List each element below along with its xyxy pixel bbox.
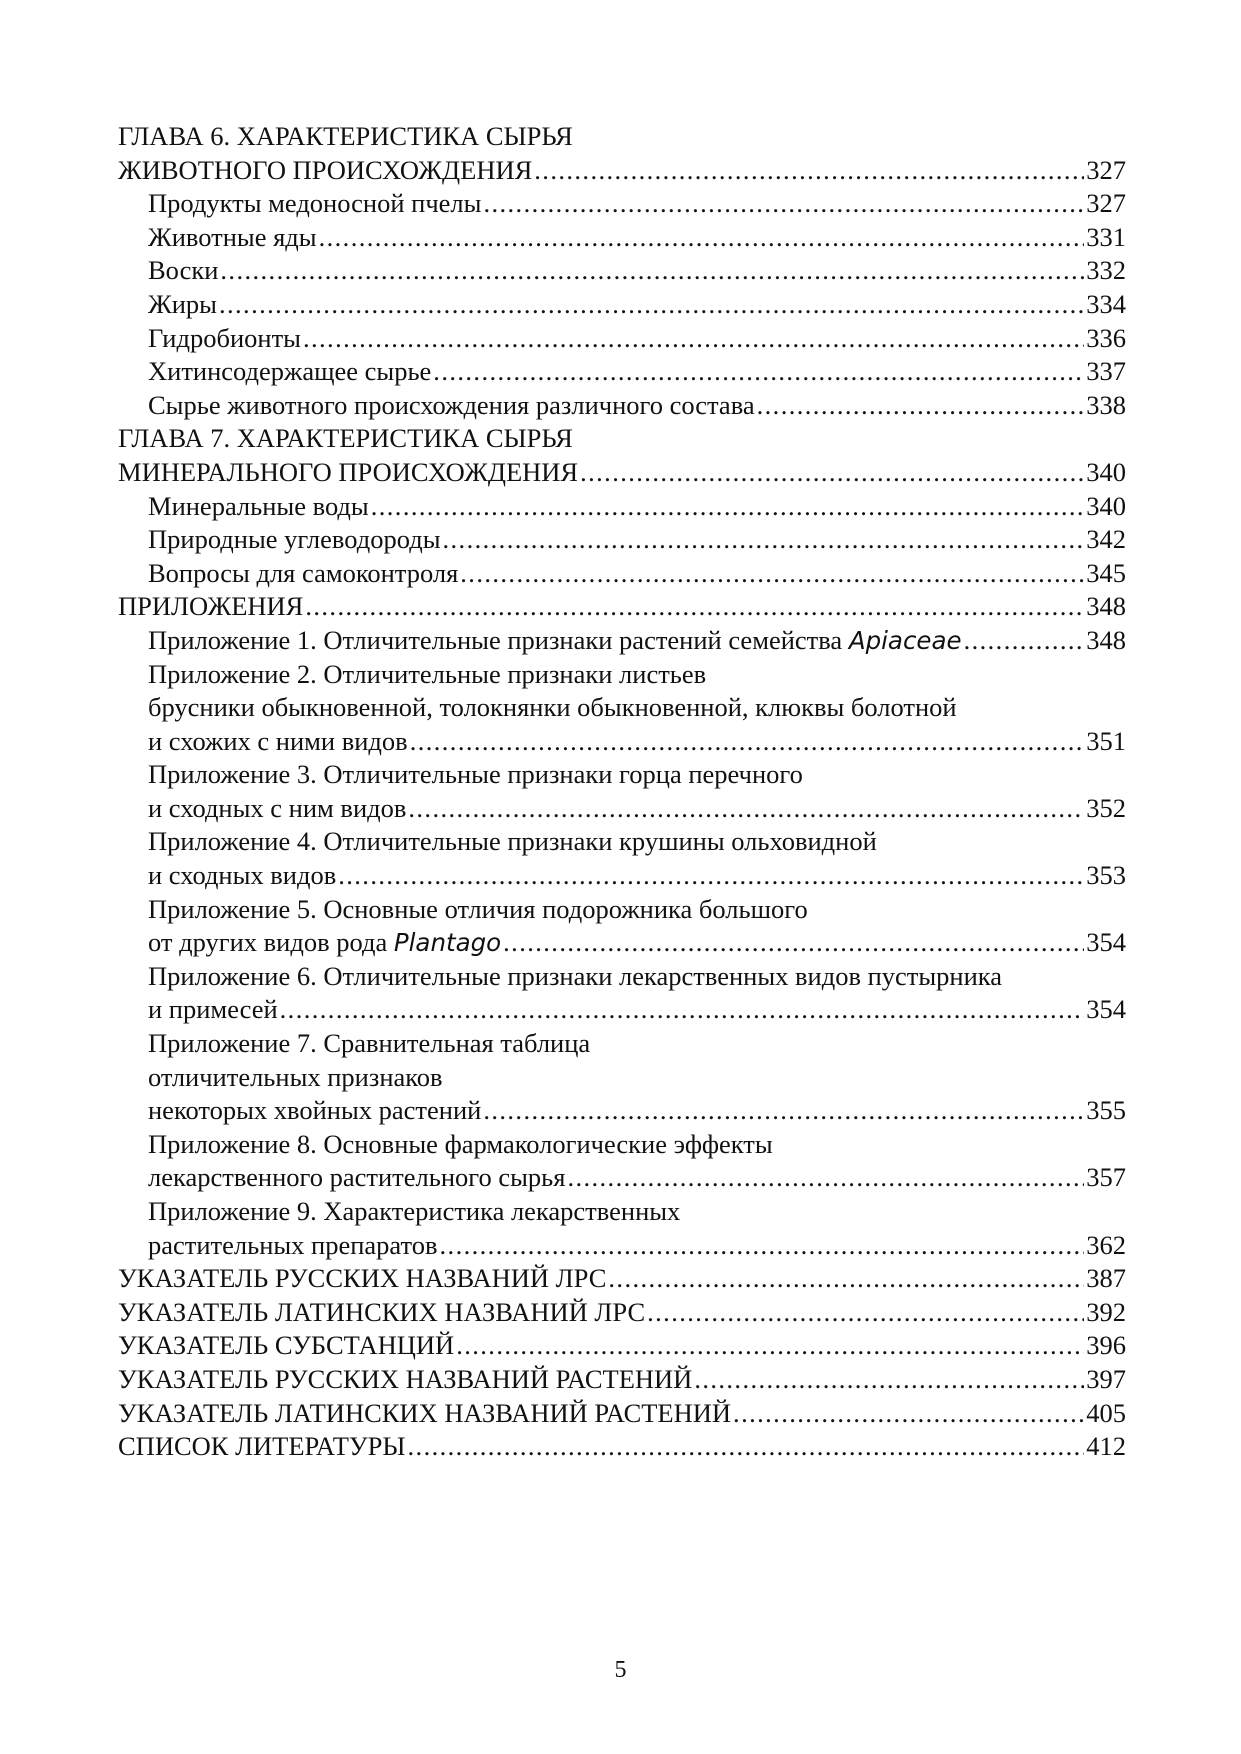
toc-entry[interactable] [118, 254, 1126, 288]
dot-leader [503, 926, 1084, 960]
toc-entry[interactable] [118, 288, 1126, 322]
toc-entry-title: Приложение 8. Основные фармакологические эффекты [148, 1128, 773, 1159]
toc-entry-title: от других видов рода Plantago [148, 927, 502, 958]
toc-entry-title: Приложение 4. Отличительные признаки крушины ольховидной [148, 826, 877, 857]
toc-entry-title: Приложение 2. Отличительные признаки листьев [148, 658, 707, 689]
dot-leader [443, 523, 1085, 557]
page-number: 5 [614, 1657, 627, 1683]
toc-page-number: 338 [1086, 389, 1126, 420]
toc-entry[interactable] [118, 187, 1126, 221]
toc-entry[interactable] [118, 523, 1126, 557]
toc-page-number: 336 [1086, 322, 1126, 353]
dot-leader [608, 1262, 1084, 1296]
toc-chapter-7-title-line1: ГЛАВА 7. ХАРАКТЕРИСТИКА СЫРЬЯ [118, 423, 573, 454]
toc-page-number: 405 [1086, 1397, 1126, 1428]
dot-leader [483, 1094, 1084, 1128]
dot-leader [440, 1229, 1085, 1263]
toc-entry-title: ЖИВОТНОГО ПРОИСХОЖДЕНИЯ [118, 154, 533, 185]
dot-leader [460, 557, 1084, 591]
toc-page-number: 334 [1086, 288, 1126, 319]
toc-page-number: 331 [1086, 221, 1126, 252]
toc-index-entry[interactable] [118, 1329, 1126, 1363]
toc-index-entry[interactable] [118, 1397, 1126, 1431]
dot-leader [647, 1296, 1084, 1330]
table-of-contents [118, 120, 1126, 1464]
toc-entry[interactable] [118, 322, 1126, 356]
toc-appendix-3[interactable] [118, 758, 1126, 825]
toc-entry[interactable] [118, 355, 1126, 389]
toc-page-number: 396 [1086, 1330, 1126, 1361]
toc-page-number: 352 [1086, 792, 1126, 823]
toc-appendix-9[interactable] [118, 1195, 1126, 1262]
toc-page-number: 354 [1086, 927, 1126, 958]
dot-leader [219, 288, 1084, 322]
toc-entry-title: растительных препаратов [148, 1229, 438, 1260]
toc-chapter-6-title-line1: ГЛАВА 6. ХАРАКТЕРИСТИКА СЫРЬЯ [118, 121, 573, 151]
toc-page-number: 412 [1086, 1431, 1126, 1462]
toc-appendix-8[interactable] [118, 1128, 1126, 1195]
toc-page-number: 342 [1086, 524, 1126, 555]
toc-entry-title: Животные яды [148, 221, 317, 252]
toc-page-number: 345 [1086, 557, 1126, 588]
toc-entry-title: Приложение 7. Сравнительная таблица [148, 1028, 591, 1059]
toc-page-number: 387 [1086, 1263, 1126, 1294]
dot-leader [220, 254, 1084, 288]
toc-entry-title: Приложение 1. Отличительные признаки растений семейства Apiaceae [148, 624, 962, 655]
toc-entry-title: Гидробионты [148, 322, 301, 353]
toc-entry-title: Жиры [148, 288, 217, 319]
toc-entry-title: УКАЗАТЕЛЬ РУССКИХ НАЗВАНИЙ ЛРС [118, 1263, 607, 1294]
toc-index-entry[interactable] [118, 1262, 1126, 1296]
dot-leader [408, 1430, 1085, 1464]
toc-entry-title: УКАЗАТЕЛЬ ЛАТИНСКИХ НАЗВАНИЙ ЛРС [118, 1296, 646, 1327]
toc-page-number: 340 [1086, 490, 1126, 521]
toc-page-number: 355 [1086, 1095, 1126, 1126]
toc-entry-title: СПИСОК ЛИТЕРАТУРЫ [118, 1431, 406, 1462]
toc-appendix-7[interactable] [118, 1027, 1126, 1128]
toc-page-number: 332 [1086, 255, 1126, 286]
toc-entry-title: Вопросы для самоконтроля [148, 557, 459, 588]
dot-leader [964, 624, 1085, 658]
dot-leader [534, 154, 1084, 188]
toc-entry[interactable] [118, 389, 1126, 423]
toc-entry-title: Приложение 6. Отличительные признаки лекарственных видов пустырника [148, 960, 1003, 991]
toc-entry-title: Хитинсодержащее сырье [148, 356, 432, 387]
toc-page-number: 340 [1086, 456, 1126, 487]
toc-page-number: 392 [1086, 1296, 1126, 1327]
toc-entry-title: Приложение 5. Основные отличия подорожника большого [148, 893, 808, 924]
toc-page-number: 327 [1086, 154, 1126, 185]
toc-entry[interactable] [118, 490, 1126, 524]
toc-chapter-7-title-line2 [118, 456, 1126, 490]
dot-leader [303, 322, 1084, 356]
toc-index-entry[interactable] [118, 1296, 1126, 1330]
toc-index-entry[interactable] [118, 1363, 1126, 1397]
dot-leader [319, 221, 1085, 255]
toc-entry-title: и сходных видов [148, 860, 337, 891]
dot-leader [757, 389, 1085, 423]
toc-entry-title: и схожих с ними видов [148, 725, 408, 756]
toc-page-number: 348 [1086, 591, 1126, 622]
toc-appendix-2[interactable] [118, 658, 1126, 759]
toc-entry-title: Минеральные воды [148, 490, 369, 521]
toc-appendix-1[interactable] [118, 624, 1126, 658]
toc-entry-title: УКАЗАТЕЛЬ РУССКИХ НАЗВАНИЙ РАСТЕНИЙ [118, 1363, 693, 1394]
toc-page-number: 357 [1086, 1162, 1126, 1193]
toc-entry-title: и примесей [148, 994, 278, 1025]
dot-leader [733, 1397, 1084, 1431]
dot-leader [408, 792, 1084, 826]
latin-name: Apiaceae [848, 625, 962, 655]
toc-entry-title: Природные углеводороды [148, 524, 441, 555]
toc-entry-title: Приложение 9. Характеристика лекарственных [148, 1196, 681, 1226]
toc-entry-title: Воски [148, 255, 219, 286]
toc-page-number: 327 [1086, 188, 1126, 219]
toc-literature-entry[interactable] [118, 1430, 1126, 1464]
toc-chapter-6-title-line2 [118, 154, 1126, 188]
toc-page-number: 348 [1086, 624, 1126, 655]
dot-leader [483, 187, 1084, 221]
toc-entry[interactable] [118, 557, 1126, 591]
toc-entry-title: УКАЗАТЕЛЬ ЛАТИНСКИХ НАЗВАНИЙ РАСТЕНИЙ [118, 1397, 732, 1428]
toc-entry-title: УКАЗАТЕЛЬ СУБСТАНЦИЙ [118, 1330, 455, 1361]
dot-leader [456, 1329, 1084, 1363]
toc-entry-title: Сырье животного происхождения различного состава [148, 389, 755, 420]
latin-name: Plantago [393, 928, 502, 958]
toc-entry-title: Приложение 3. Отличительные признаки горца перечного [148, 759, 803, 790]
toc-appendix-4[interactable] [118, 825, 1126, 892]
dot-leader [433, 355, 1084, 389]
toc-entry-title: отличительных признаков [148, 1061, 443, 1092]
dot-leader [580, 456, 1084, 490]
dot-leader [410, 725, 1085, 759]
toc-page-number: 337 [1086, 356, 1126, 387]
dot-leader [338, 859, 1084, 893]
dot-leader [305, 590, 1084, 624]
toc-chapter-6[interactable] [118, 120, 1126, 187]
dot-leader [567, 1161, 1084, 1195]
toc-entry-title: МИНЕРАЛЬНОГО ПРОИСХОЖДЕНИЯ [118, 456, 579, 487]
toc-chapter-7[interactable] [118, 422, 1126, 489]
toc-entry-title: и сходных с ним видов [148, 792, 407, 823]
dot-leader [694, 1363, 1084, 1397]
toc-entry-title: ПРИЛОЖЕНИЯ [118, 591, 304, 622]
toc-page-number: 351 [1086, 725, 1126, 756]
toc-entry-title: лекарственного растительного сырья [148, 1162, 566, 1193]
toc-appendix-6[interactable] [118, 960, 1126, 1027]
dot-leader [280, 993, 1085, 1027]
toc-appendices[interactable] [118, 590, 1126, 624]
dot-leader [371, 490, 1085, 524]
toc-page-number: 397 [1086, 1363, 1126, 1394]
toc-entry[interactable] [118, 221, 1126, 255]
toc-page-number: 354 [1086, 994, 1126, 1025]
toc-entry-title: Продукты медоносной пчелы [148, 188, 482, 219]
toc-page-number: 362 [1086, 1229, 1126, 1260]
toc-entry-title: некоторых хвойных растений [148, 1095, 482, 1126]
toc-entry-title: брусники обыкновенной, толокнянки обыкновенной, клюквы болотной [148, 692, 957, 723]
toc-appendix-5[interactable] [118, 893, 1126, 960]
toc-page-number: 353 [1086, 860, 1126, 891]
